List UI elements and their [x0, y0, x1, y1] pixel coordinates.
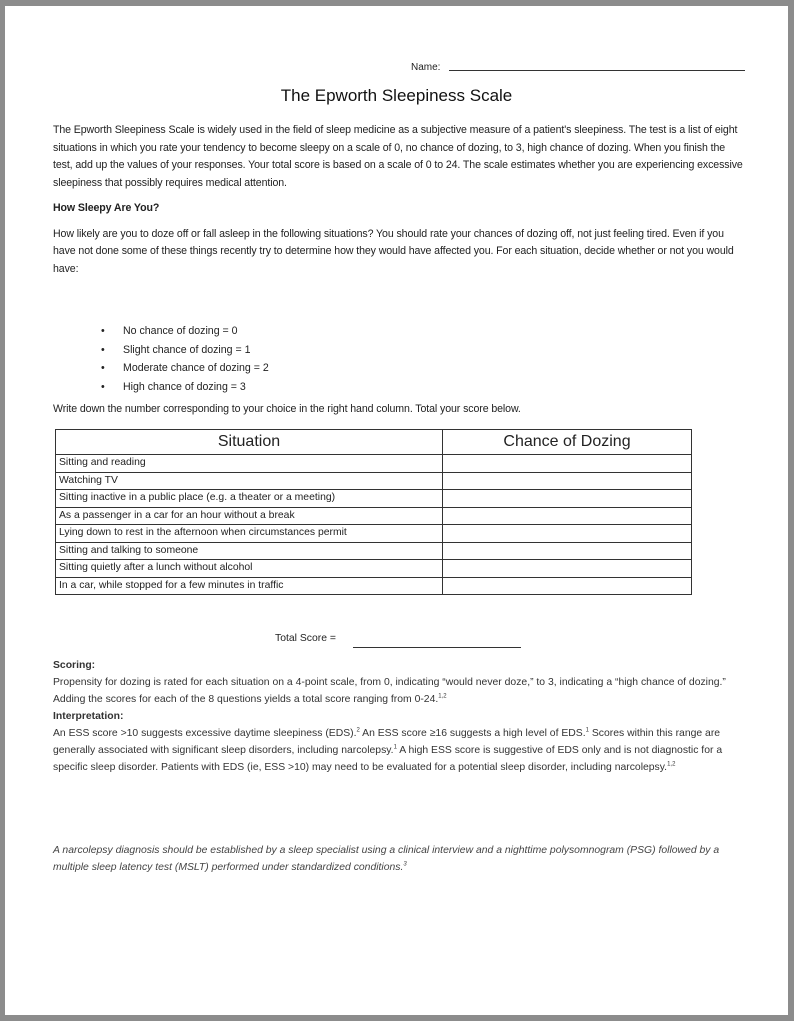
situation-cell: Watching TV [56, 472, 443, 490]
ref: 1,2 [438, 693, 447, 700]
situation-cell: Lying down to rest in the afternoon when circumstances permit [56, 525, 443, 543]
option-item: • High chance of dozing = 3 [101, 378, 269, 397]
name-label: Name: [411, 62, 441, 73]
scoring-text: Propensity for dozing is rated for each situation on a 4-point scale, from 0, indicating “would never doze,” to 3, indicating a “high chance of dozing.” Adding the scores for each of the 8 questions yields a total score ranging from 0-24. [53, 677, 726, 705]
page-title: The Epworth Sleepiness Scale [280, 86, 513, 105]
table-row [56, 525, 692, 543]
how-text: How likely are you to doze off or fall asleep in the following situations? You should rate your chances of dozing off, not just feeling tired. Even if you have not done some of these things recently try to determine how they would have affected you. For each situation, decide whether or not you would have: [53, 227, 734, 275]
table-row [56, 560, 692, 578]
name-field[interactable] [449, 70, 745, 71]
total-score-field[interactable] [353, 647, 521, 648]
intro-text: The Epworth Sleepiness Scale is widely used in the field of sleep medicine as a subjective measure of a patient's sleepiness. The test is a list of eight situations in which you rate your tendency to become sleepy on a scale of 0, no chance of dozing, to 3, high chance of dozing. When you finish the test, add up the values of your responses. Your total score is based on a scale of 0 to 24. The scale estimates whether you are experiencing excessive sleepiness that possibly requires medical attention. [53, 124, 743, 189]
table-row [56, 507, 692, 525]
ref: 1 [585, 727, 589, 734]
sentence: An ESS score ≥16 suggests a high level of EDS. [359, 728, 586, 739]
situation-table [55, 429, 692, 595]
score-cell[interactable] [443, 455, 692, 473]
options-list [101, 322, 269, 396]
option-item: • Slight chance of dozing = 1 [101, 341, 269, 360]
ref: 3 [403, 861, 407, 868]
header-chance: Chance of Dozing [443, 430, 692, 455]
interpretation-text [53, 725, 743, 776]
score-cell[interactable] [443, 577, 692, 595]
table-row [56, 490, 692, 508]
score-cell[interactable] [443, 472, 692, 490]
table-row [56, 542, 692, 560]
scoring-section [53, 657, 743, 776]
score-cell[interactable] [443, 507, 692, 525]
sentence: An ESS score >10 suggests excessive daytime sleepiness (EDS). [53, 728, 357, 739]
table-row [56, 577, 692, 595]
document-page [5, 6, 788, 1015]
situation-cell: In a car, while stopped for a few minutes in traffic [56, 577, 443, 595]
situation-cell: As a passenger in a car for an hour without a break [56, 507, 443, 525]
interpretation-heading: Interpretation: [53, 711, 124, 722]
sentence: A high ESS score is suggestive of EDS only and is not diagnostic for a specific sleep disorder. Patients with EDS (ie, ESS >10) may need to be evaluated for a potential sleep disorder, including narcolepsy. [53, 745, 723, 773]
score-cell[interactable] [443, 542, 692, 560]
note-text [53, 842, 743, 876]
situation-cell: Sitting and reading [56, 455, 443, 473]
score-cell[interactable] [443, 490, 692, 508]
score-cell[interactable] [443, 525, 692, 543]
option-item: • No chance of dozing = 0 [101, 322, 269, 341]
note-sentence: A narcolepsy diagnosis should be established by a sleep specialist using a clinical interview and a nighttime polysomnogram (PSG) followed by a multiple sleep latency test (MSLT) performed under standardized conditions. [53, 845, 720, 873]
table-row [56, 472, 692, 490]
score-cell[interactable] [443, 560, 692, 578]
sentence: Scores within this range are generally associated with significant sleep disorders, including narcolepsy. [53, 728, 721, 756]
ref: 1,2 [667, 761, 676, 768]
table-row [56, 455, 692, 473]
situation-cell: Sitting quietly after a lunch without alcohol [56, 560, 443, 578]
scoring-heading: Scoring: [53, 660, 96, 671]
option-item: • Moderate chance of dozing = 2 [101, 359, 269, 378]
instruction-text: Write down the number corresponding to your choice in the right hand column. Total your score below. [53, 403, 521, 415]
ref: 2 [356, 727, 360, 734]
situation-cell: Sitting and talking to someone [56, 542, 443, 560]
header-situation: Situation [56, 430, 443, 455]
total-score-label: Total Score = [275, 633, 336, 644]
ref: 1 [393, 744, 397, 751]
situation-cell: Sitting inactive in a public place (e.g. a theater or a meeting) [56, 490, 443, 508]
intro-section [53, 122, 743, 278]
how-heading: How Sleepy Are You? [53, 202, 160, 214]
